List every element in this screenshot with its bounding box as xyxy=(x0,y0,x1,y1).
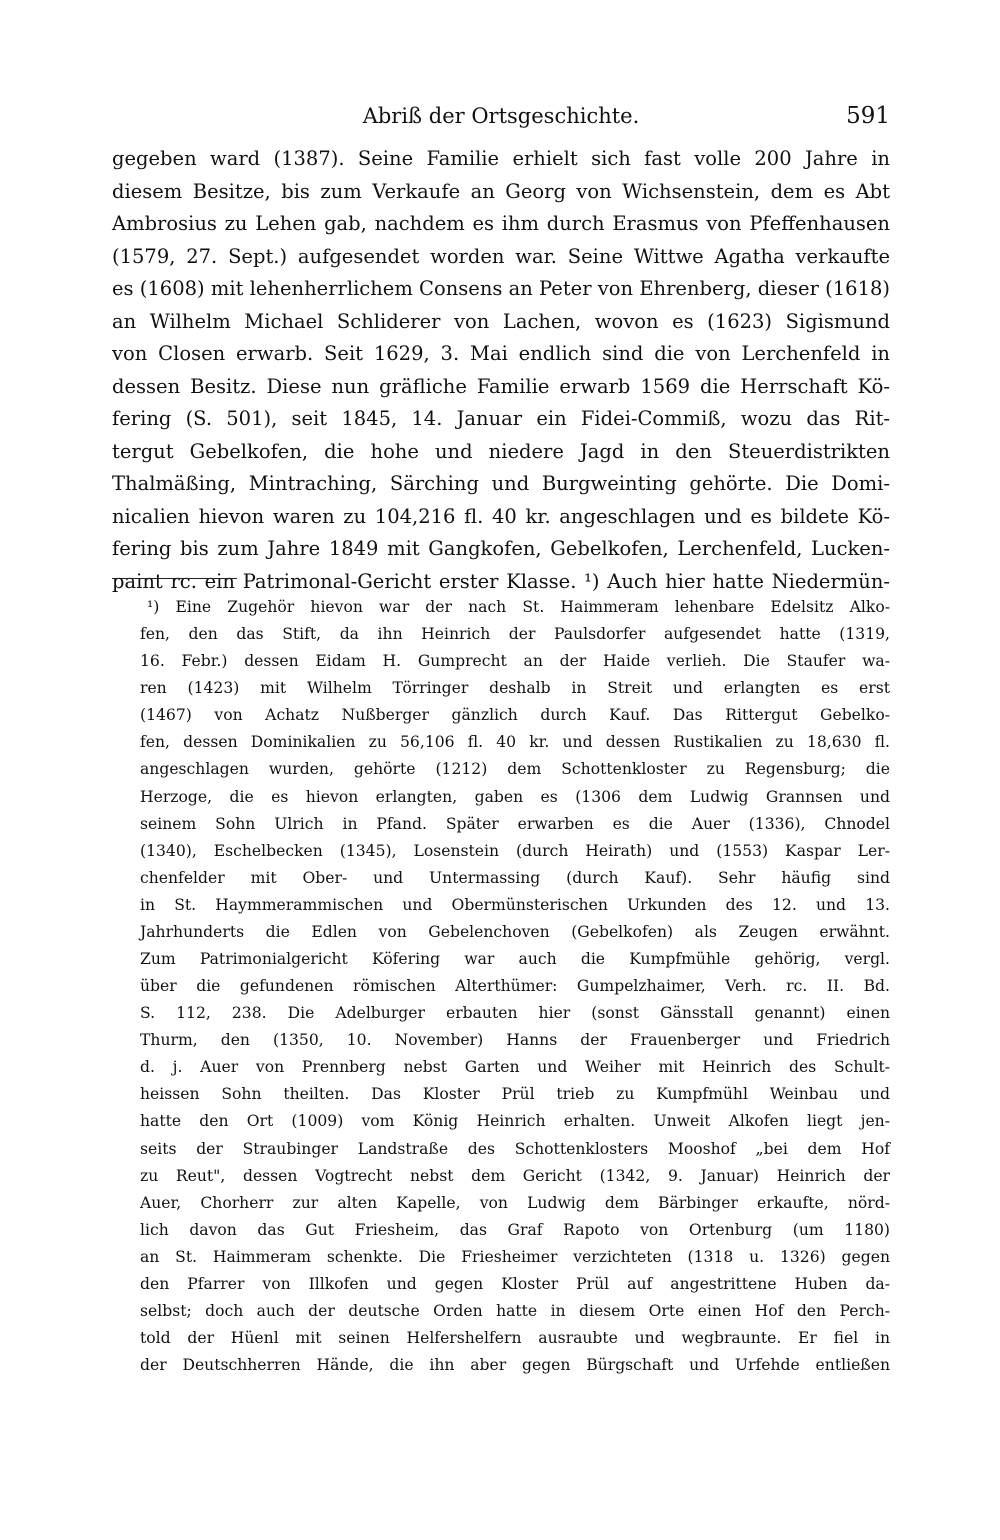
text-line: diesem Besitze, bis zum Verkaufe an Georg von Wichsenstein, dem es Abt xyxy=(112,179,890,203)
footnote-line: fen, den das Stift, da ihn Heinrich der Paulsdorfer aufgesendet hatte (1319, xyxy=(140,625,890,644)
text-line: gegeben ward (1387). Seine Familie erhielt sich fast volle 200 Jahre in xyxy=(112,147,890,170)
footnote-line: Zum Patrimonialgericht Köfering war auch die Kumpfmühle gehörig, vergl. xyxy=(140,950,890,969)
footnote-line: Thurm, den (1350, 10. November) Hanns der Frauenberger und Friedrich xyxy=(140,1031,890,1050)
footnote-line: selbst; doch auch der deutsche Orden hatte in diesem Orte einen Hof den Perch- xyxy=(140,1302,890,1321)
footnote-line: S. 112, 238. Die Adelburger erbauten hier (sonst Gänsstall genannt) einen xyxy=(140,1004,890,1023)
text-line: von Closen erwarb. Seit 1629, 3. Mai endlich sind die von Lerchenfeld in xyxy=(112,342,890,365)
text-line: fering bis zum Jahre 1849 mit Gangkofen, Gebelkofen, Lerchenfeld, Lucken- xyxy=(112,537,890,560)
page-number: 591 xyxy=(846,103,890,129)
footnote-line: heissen Sohn theilten. Das Kloster Prül trieb zu Kumpfmühl Weinbau und xyxy=(140,1085,890,1104)
footnote-line: Auer, Chorherr zur alten Kapelle, von Ludwig dem Bärbinger erkaufte, nörd- xyxy=(140,1193,890,1212)
footnote-line: (1340), Eschelbecken (1345), Losenstein (durch Heirath) und (1553) Kaspar Ler- xyxy=(140,841,890,860)
text-line: dessen Besitz. Diese nun gräfliche Familie erwarb 1569 die Herrschaft Kö- xyxy=(112,374,890,398)
text-line: (1579, 27. Sept.) aufgesendet worden war. Seine Wittwe Agatha verkaufte xyxy=(112,244,890,268)
footnote-line: chenfelder mit Ober- und Untermassing (durch Kauf). Sehr häufig sind xyxy=(140,868,890,887)
footnote-line: in St. Haymmerammischen und Obermünsterischen Urkunden des 12. und 13. xyxy=(140,895,890,914)
footnote-line: Herzoge, die es hievon erlangten, gaben es (1306 dem Ludwig Grannsen und xyxy=(140,787,890,806)
footnote-line: den Pfarrer von Illkofen und gegen Kloster Prül auf angestrittene Huben da- xyxy=(140,1274,890,1293)
footnote-line: ¹) Eine Zugehör hievon war der nach St. Haimmeram lehenbare Edelsitz Alko- xyxy=(147,598,890,616)
running-head xyxy=(112,100,890,132)
footnote-line: an St. Haimmeram schenkte. Die Friesheimer verzichteten (1318 u. 1326) gegen xyxy=(140,1247,890,1266)
running-title: Abriß der Ortsgeschichte. xyxy=(362,104,640,128)
footnote-line: angeschlagen wurden, gehörte (1212) dem Schottenkloster zu Regensburg; die xyxy=(140,760,890,779)
text-line: Ambrosius zu Lehen gab, nachdem es ihm durch Erasmus von Pfeffenhausen xyxy=(112,212,890,235)
text-line: Thalmäßing, Mintraching, Särching und Burgweinting gehörte. Die Domi- xyxy=(112,472,890,495)
footnote-line: über die gefundenen römischen Alterthümer: Gumpelzhaimer, Verh. rc. II. Bd. xyxy=(140,977,890,996)
footnote-separator xyxy=(112,578,237,579)
footnote-line: seits der Straubinger Landstraße des Schottenklosters Mooshof „bei dem Hof xyxy=(140,1139,890,1158)
footnote-line: seinem Sohn Ulrich in Pfand. Später erwarben es die Auer (1336), Chnodel xyxy=(140,814,890,833)
footnote-line: fen, dessen Dominikalien zu 56,106 fl. 40 kr. und dessen Rustikalien zu 18,630 fl. xyxy=(140,733,890,752)
footnote-line: hatte den Ort (1009) vom König Heinrich erhalten. Unweit Alkofen liegt jen- xyxy=(140,1112,890,1131)
text-line: fering (S. 501), seit 1845, 14. Januar ein Fidei-Commiß, wozu das Rit- xyxy=(112,407,890,430)
footnote-line: 16. Febr.) dessen Eidam H. Gumprecht an der Haide verlieh. Die Staufer wa- xyxy=(140,652,890,671)
footnote-line: lich davon das Gut Friesheim, das Graf Rapoto von Ortenburg (um 1180) xyxy=(140,1220,890,1239)
text-line: paint rc. ein Patrimonal-Gericht erster Klasse. ¹) Auch hier hatte Niedermün- xyxy=(112,569,890,593)
footnote-line: der Deutschherren Hände, die ihn aber gegen Bürgschaft und Urfehde entließen xyxy=(140,1356,890,1375)
footnote-line: d. j. Auer von Prennberg nebst Garten und Weiher mit Heinrich des Schult- xyxy=(140,1058,890,1077)
text-line: es (1608) mit lehenherrlichem Consens an Peter von Ehrenberg, dieser (1618) xyxy=(112,277,890,300)
footnote-line: zu Reut", dessen Vogtrecht nebst dem Gericht (1342, 9. Januar) Heinrich der xyxy=(140,1166,890,1185)
footnote-line: told der Hüenl mit seinen Helfershelfern ausraubte und wegbraunte. Er fiel in xyxy=(140,1329,890,1348)
footnote-line: Jahrhunderts die Edlen von Gebelenchoven (Gebelkofen) als Zeugen erwähnt. xyxy=(140,922,890,941)
main-text xyxy=(112,143,890,598)
footnote xyxy=(140,594,890,1379)
text-line: tergut Gebelkofen, die hohe und niedere Jagd in den Steuerdistrikten xyxy=(112,439,890,463)
footnote-line: ren (1423) mit Wilhelm Törringer deshalb in Streit und erlangten es erst xyxy=(140,679,890,698)
text-line: nicalien hievon waren zu 104,216 fl. 40 kr. angeschlagen und es bildete Kö- xyxy=(112,504,890,528)
footnote-line: (1467) von Achatz Nußberger gänzlich durch Kauf. Das Rittergut Gebelko- xyxy=(140,706,890,725)
text-line: an Wilhelm Michael Schliderer von Lachen, wovon es (1623) Sigismund xyxy=(112,309,890,333)
